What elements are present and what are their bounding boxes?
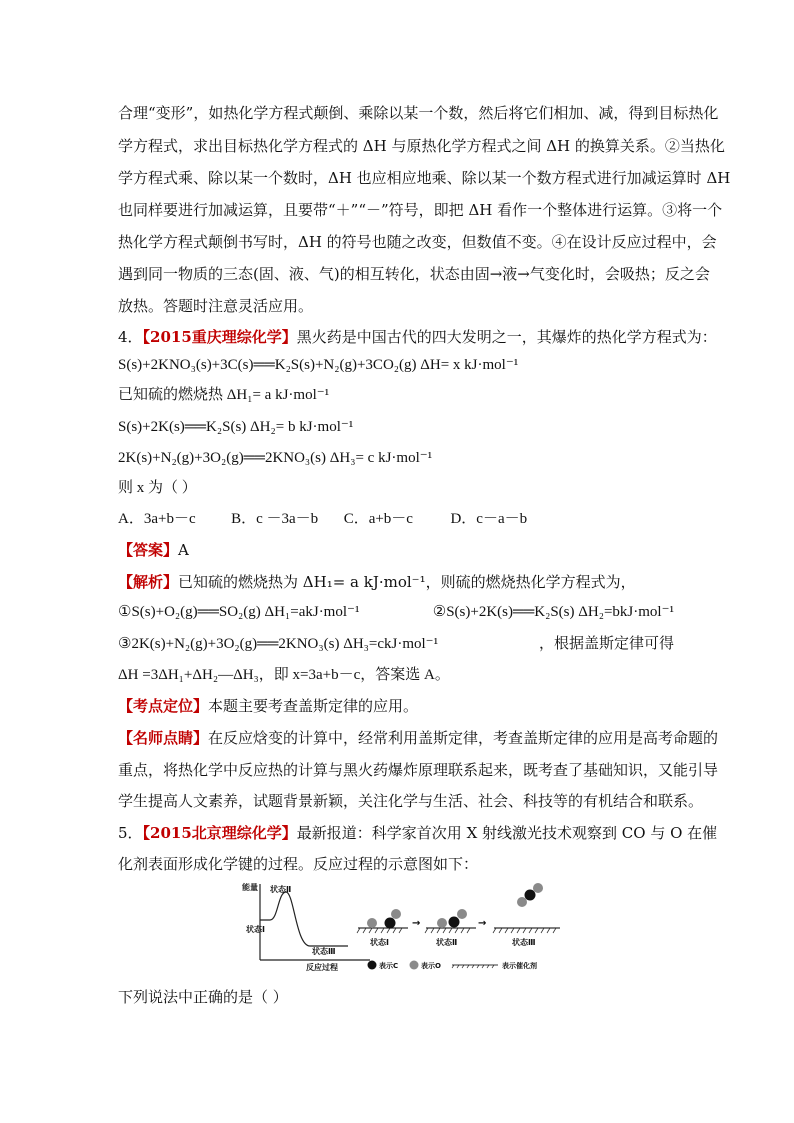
q4-stem: 黑火药是中国古代的四大发明之一，其爆炸的热化学方程式为： bbox=[296, 328, 717, 346]
carbon-atom bbox=[385, 918, 396, 929]
analysis-eq-3: ③2K(s)+N₂(g)+3O₂(g)══2KNO₃(s) ΔH₃=ckJ·mol⁻¹ bbox=[118, 636, 439, 652]
snapshot-state-2-label: 状态Ⅱ bbox=[436, 938, 458, 947]
q4-option-c: C．a+b－c bbox=[343, 511, 413, 527]
q5-stem: 最新报道：科学家首次用 X 射线激光技术观察到 CO 与 O 在催 bbox=[296, 824, 718, 842]
teacher-line-1 bbox=[118, 728, 718, 748]
q4-known-combustion: 已知硫的燃烧热 ΔH₁= a kJ·mol⁻¹ bbox=[118, 387, 330, 403]
energy-axis-label: 能量 bbox=[242, 883, 258, 892]
arrow-icon: → bbox=[478, 918, 487, 929]
intro-line-6: 遇到同一物质的三态(固、液、气)的相互转化，状态由固→液→气变化时，会吸热；反之会 bbox=[118, 265, 710, 283]
q5-number: 5． bbox=[118, 824, 143, 842]
q4-main-equation: S(s)+2KNO₃(s)+3C(s)══K₂S(s)+N₂(g)+3CO₂(g) ΔH= x kJ·mol⁻¹ bbox=[118, 357, 519, 373]
teacher-tag: 【名师点睛】 bbox=[118, 729, 209, 747]
answer-line bbox=[118, 540, 189, 560]
q4-options bbox=[118, 509, 527, 529]
point-tag: 【考点定位】 bbox=[118, 697, 209, 715]
q5-ask: 下列说法中正确的是（ ） bbox=[118, 988, 288, 1006]
q4-ask: 则 x 为（ ） bbox=[118, 480, 197, 496]
diagram-legend bbox=[368, 961, 538, 971]
point-text: 本题主要考查盖斯定律的应用。 bbox=[208, 697, 419, 715]
analysis-line-4: ΔH =3ΔH₁+ΔH₂—ΔH₃，即 x=3a+b－c，答案选 A。 bbox=[118, 667, 450, 683]
profile-state-2-label: 状态Ⅱ bbox=[270, 885, 292, 894]
intro-line-7: 放热。答题时注意灵活应用。 bbox=[118, 297, 314, 315]
answer-tag: 【答案】 bbox=[118, 541, 179, 559]
snapshot-state-3-label: 状态Ⅲ bbox=[512, 938, 536, 947]
teacher-line-2: 重点，将热化学中反应热的计算与黑火药爆炸原理联系起来，既考查了基础知识，又能引导 bbox=[118, 761, 719, 779]
analysis-text-1: 已知硫的燃烧热为 ΔH₁= a kJ·mol⁻¹，则硫的燃烧热化学方程式为， bbox=[178, 573, 636, 591]
analysis-line-1 bbox=[118, 572, 636, 592]
catalyst-surface-2 bbox=[425, 909, 476, 947]
carbon-atom bbox=[525, 890, 536, 901]
arrow-icon: → bbox=[412, 918, 421, 929]
oxygen-atom bbox=[391, 909, 401, 919]
reaction-axis-label: 反应过程 bbox=[306, 963, 338, 972]
oxygen-atom bbox=[367, 918, 377, 928]
analysis-line-3 bbox=[118, 634, 674, 654]
legend-carbon-icon bbox=[368, 961, 377, 970]
answer-value: A bbox=[178, 541, 189, 559]
legend-oxygen-label: 表示O bbox=[421, 962, 441, 970]
energy-profile bbox=[242, 882, 370, 972]
analysis-tag: 【解析】 bbox=[118, 573, 179, 591]
oxygen-atom bbox=[533, 883, 543, 893]
carbon-atom bbox=[449, 917, 460, 928]
legend-catalyst-label: 表示催化剂 bbox=[502, 962, 537, 970]
analysis-eq-1: ①S(s)+O₂(g)══SO₂(g) ΔH₁=akJ·mol⁻¹ bbox=[118, 604, 360, 620]
intro-line-4: 也同样要进行加减运算，且要带“＋”“－”符号，即把 ΔH 看作一个整体进行运算。③将一个 bbox=[118, 201, 723, 219]
q4-header bbox=[118, 327, 717, 347]
catalyst-surface-1 bbox=[357, 909, 408, 947]
q5-line-2: 化剂表面形成化学键的过程。反应过程的示意图如下： bbox=[118, 855, 479, 873]
q4-equation-3: 2K(s)+N₂(g)+3O₂(g)══2KNO₃(s) ΔH₃= c kJ·mol⁻¹ bbox=[118, 450, 433, 466]
legend-carbon-label: 表示C bbox=[379, 962, 399, 970]
oxygen-atom bbox=[517, 897, 527, 907]
energy-curve bbox=[260, 892, 348, 946]
snapshot-state-1-label: 状态Ⅰ bbox=[370, 938, 389, 947]
intro-line-5: 热化学方程式颠倒书写时，ΔH 的符号也随之改变，但数值不变。④在设计反应过程中，会 bbox=[118, 233, 717, 251]
teacher-line-3: 学生提高人文素养，试题背景新颖，关注化学与生活、社会、科技等的有机结合和联系。 bbox=[118, 792, 704, 810]
q4-option-a: A．3a+b－c bbox=[118, 511, 196, 527]
q5-header bbox=[118, 823, 717, 843]
q4-number: 4． bbox=[118, 328, 143, 346]
oxygen-atom bbox=[437, 918, 447, 928]
q4-option-b: B．c －3a－b bbox=[231, 511, 319, 527]
legend-oxygen-icon bbox=[410, 961, 419, 970]
q4-source-tag: 【2015重庆理综化学】 bbox=[142, 328, 297, 346]
q4-option-d: D．c－a－b bbox=[450, 511, 528, 527]
catalyst-surface-3 bbox=[493, 883, 560, 947]
analysis-line-2 bbox=[118, 602, 674, 622]
analysis-eq-2: ②S(s)+2K(s)══K₂S(s) ΔH₂=bkJ·mol⁻¹ bbox=[432, 604, 674, 620]
point-line bbox=[118, 696, 418, 716]
intro-line-3: 学方程式乘、除以某一个数时，ΔH 也应相应地乘、除以某一个数方程式进行加减运算时 ΔH bbox=[118, 169, 731, 187]
teacher-text-1: 在反应焓变的计算中，经常利用盖斯定律，考查盖斯定律的应用是高考命题的 bbox=[208, 729, 719, 747]
oxygen-atom bbox=[457, 909, 467, 919]
intro-line-2: 学方程式，求出目标热化学方程式的 ΔH 与原热化学方程式之间 ΔH 的换算关系。②当热化 bbox=[118, 137, 725, 155]
q4-equation-2: S(s)+2K(s)══K₂S(s) ΔH₂= b kJ·mol⁻¹ bbox=[118, 419, 354, 435]
profile-state-3-label: 状态Ⅲ bbox=[312, 947, 336, 956]
reaction-diagram bbox=[240, 880, 570, 972]
analysis-hess-text: ，根据盖斯定律可得 bbox=[538, 636, 674, 652]
intro-line-1: 合理“变形”，如热化学方程式颠倒、乘除以某一个数，然后将它们相加、减，得到目标热化 bbox=[118, 104, 719, 122]
q5-source-tag: 【2015北京理综化学】 bbox=[142, 824, 297, 842]
profile-state-1-label: 状态Ⅰ bbox=[246, 925, 265, 934]
